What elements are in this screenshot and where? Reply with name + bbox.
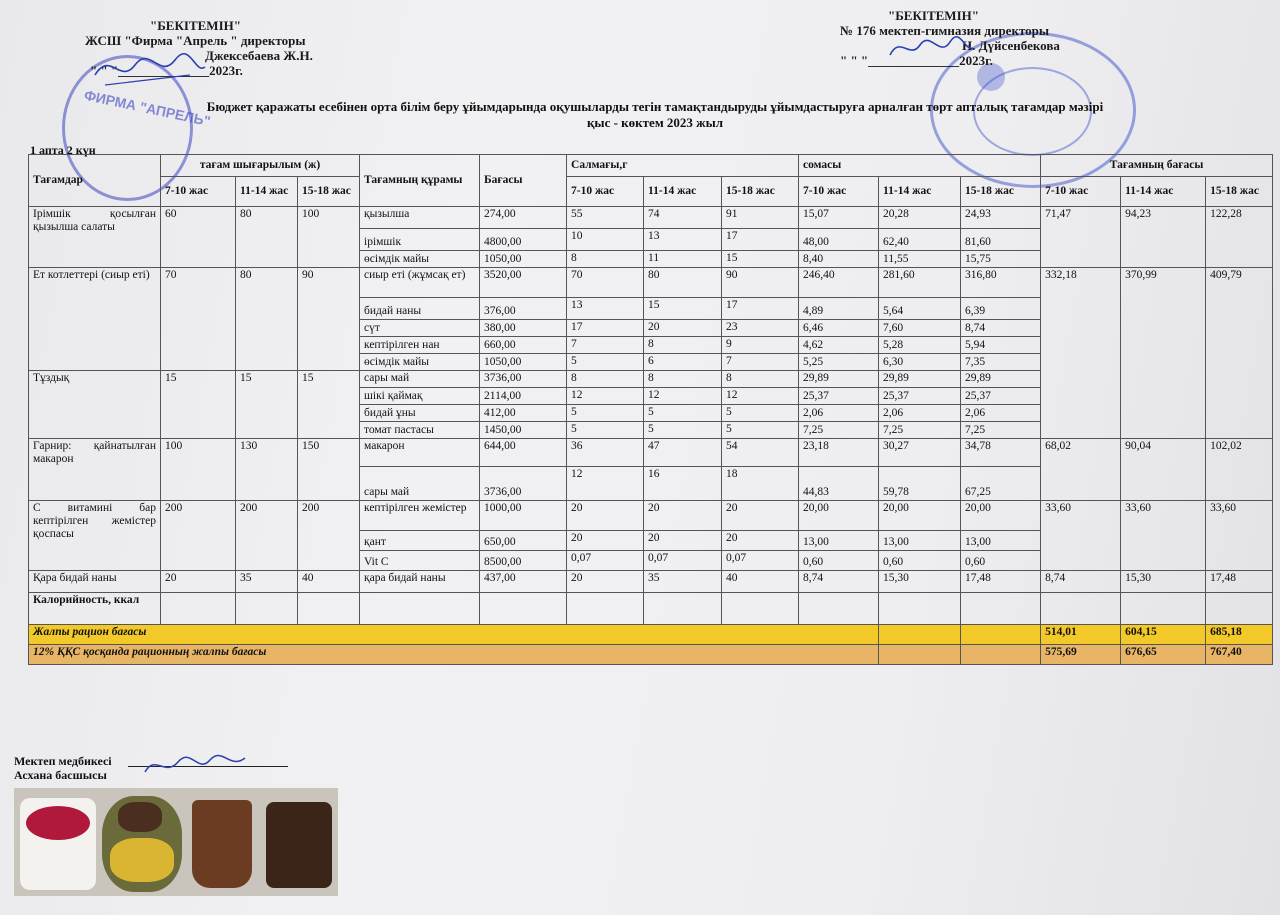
ingredient-weight: 55	[567, 207, 644, 229]
ingredient-weight: 13	[567, 298, 644, 320]
ingredient-name: ірімшік	[360, 229, 480, 251]
ingredient-name: кептірілген нан	[360, 337, 480, 354]
vat-total-7-10: 575,69	[1041, 645, 1121, 665]
ingredient-weight: 5	[567, 354, 644, 371]
dish-name: Гарнир: қайнатылған макарон	[29, 439, 161, 501]
ingredient-sum: 0,60	[799, 551, 879, 571]
ingredient-price: 3520,00	[480, 268, 567, 298]
ingredient-weight: 40	[722, 571, 799, 593]
ingredient-weight: 20	[644, 501, 722, 531]
col-sum: сомасы	[799, 155, 1041, 177]
weight-age-11-14: 11-14 жас	[644, 177, 722, 207]
ingredient-weight: 5	[567, 405, 644, 422]
ingredient-weight: 47	[644, 439, 722, 467]
ingredient-sum: 5,25	[799, 354, 879, 371]
ingredient-weight: 0,07	[567, 551, 644, 571]
ingredient-sum: 24,93	[961, 207, 1041, 229]
approve-label: "БЕКІТЕМІН"	[150, 18, 241, 33]
ingredient-weight: 10	[567, 229, 644, 251]
dish-yield: 200	[236, 501, 298, 571]
ingredient-weight: 12	[567, 388, 644, 405]
dish-total-price: 370,99	[1121, 268, 1206, 439]
dish-yield: 35	[236, 571, 298, 593]
dish-yield: 20	[161, 571, 236, 593]
ingredient-sum: 2,06	[799, 405, 879, 422]
ingredient-sum: 23,18	[799, 439, 879, 467]
dish-yield: 80	[236, 268, 298, 371]
menu-table	[28, 154, 1273, 665]
ingredient-price: 4800,00	[480, 229, 567, 251]
ingredient-sum: 2,06	[961, 405, 1041, 422]
vat-total-row	[29, 645, 1273, 665]
ingredient-weight: 11	[644, 251, 722, 268]
dish-yield: 90	[298, 268, 360, 371]
col-dish-price: Тағамның бағасы	[1041, 155, 1273, 177]
ingredient-sum: 20,28	[879, 207, 961, 229]
ingredient-name: кептірілген жемістер	[360, 501, 480, 531]
signature-left	[90, 45, 210, 95]
ingredient-row	[29, 268, 1273, 298]
ingredient-name: қызылша	[360, 207, 480, 229]
dish-yield: 80	[236, 207, 298, 268]
document-title	[175, 99, 1135, 131]
ingredient-price: 274,00	[480, 207, 567, 229]
ingredient-row	[29, 571, 1273, 593]
ingredient-name: сары май	[360, 467, 480, 501]
ingredient-sum: 281,60	[879, 268, 961, 298]
dish-yield: 200	[161, 501, 236, 571]
approve-label: "БЕКІТЕМІН"	[888, 8, 979, 23]
approval-date: " " "______________2023г.	[90, 63, 243, 78]
ingredient-sum: 7,60	[879, 320, 961, 337]
ration-total-label: Жалпы рацион бағасы	[29, 625, 879, 645]
col-price: Бағасы	[480, 155, 567, 207]
ingredient-weight: 23	[722, 320, 799, 337]
ingredient-weight: 91	[722, 207, 799, 229]
dish-total-price: 17,48	[1206, 571, 1273, 593]
ingredient-name: өсімдік майы	[360, 354, 480, 371]
ration-total-15-18: 685,18	[1206, 625, 1273, 645]
dish-yield: 15	[298, 371, 360, 439]
stamp-text: ФИРМА "АПРЕЛЬ"	[82, 86, 212, 130]
ingredient-weight: 15	[644, 298, 722, 320]
dish-total-price: 33,60	[1121, 501, 1206, 571]
ingredient-sum: 4,89	[799, 298, 879, 320]
vat-total-label: 12% ҚҚС қосқанда рационның жалпы бағасы	[29, 645, 879, 665]
ingredient-price: 376,00	[480, 298, 567, 320]
ingredient-sum: 13,00	[879, 531, 961, 551]
header-row-1	[29, 155, 1273, 177]
ingredient-price: 650,00	[480, 531, 567, 551]
dish-name: Ет котлеттері (сиыр еті)	[29, 268, 161, 371]
weight-age-15-18: 15-18 жас	[722, 177, 799, 207]
ingredient-sum: 15,07	[799, 207, 879, 229]
dish-total-price: 15,30	[1121, 571, 1206, 593]
chef-label: Асхана басшысы	[14, 768, 107, 782]
dish-yield: 15	[236, 371, 298, 439]
col-dishes: Тағамдар	[29, 155, 161, 207]
calories-label: Калорийность, ккал	[29, 593, 161, 625]
ingredient-name: қара бидай наны	[360, 571, 480, 593]
ingredient-sum: 2,06	[879, 405, 961, 422]
ingredient-sum: 5,28	[879, 337, 961, 354]
ingredient-weight: 54	[722, 439, 799, 467]
ingredient-weight: 0,07	[722, 551, 799, 571]
ingredient-name: Vit C	[360, 551, 480, 571]
yield-age-7-10: 7-10 жас	[161, 177, 236, 207]
signature-chef	[140, 752, 250, 782]
header-row-2	[29, 177, 1273, 207]
ingredient-weight: 8	[644, 371, 722, 388]
ingredient-sum: 15,30	[879, 571, 961, 593]
dish-yield: 70	[161, 268, 236, 371]
ingredient-sum: 6,39	[961, 298, 1041, 320]
ingredient-weight: 7	[567, 337, 644, 354]
ingredient-sum: 7,25	[879, 422, 961, 439]
ingredient-sum: 246,40	[799, 268, 879, 298]
ration-total-11-14: 604,15	[1121, 625, 1206, 645]
ingredient-sum: 81,60	[961, 229, 1041, 251]
dish-total-price: 94,23	[1121, 207, 1206, 268]
ingredient-weight: 20	[567, 571, 644, 593]
ingredient-weight: 17	[722, 298, 799, 320]
ration-total-7-10: 514,01	[1041, 625, 1121, 645]
ingredient-sum: 13,00	[799, 531, 879, 551]
compote-glass-icon	[192, 800, 252, 888]
ingredient-weight: 8	[722, 371, 799, 388]
approval-date: " " "______________2023г.	[840, 53, 993, 68]
ingredient-sum: 25,37	[799, 388, 879, 405]
ingredient-sum: 25,37	[961, 388, 1041, 405]
ingredient-weight: 5	[644, 405, 722, 422]
rye-bread-icon	[266, 802, 332, 888]
ingredient-price: 1450,00	[480, 422, 567, 439]
dish-total-price: 102,02	[1206, 439, 1273, 501]
ingredient-weight: 15	[722, 251, 799, 268]
menu-body	[29, 207, 1273, 593]
ingredient-name: өсімдік майы	[360, 251, 480, 268]
approver-name: Н. Дүйсенбекова	[962, 38, 1060, 53]
ingredient-weight: 8	[644, 337, 722, 354]
ingredient-sum: 4,62	[799, 337, 879, 354]
ingredient-weight: 16	[644, 467, 722, 501]
ingredient-weight: 13	[644, 229, 722, 251]
cutlet-icon	[118, 802, 162, 832]
ingredient-sum: 11,55	[879, 251, 961, 268]
ingredient-weight: 20	[722, 501, 799, 531]
dish-name: С витамині бар кептірілген жемістер қоспасы	[29, 501, 161, 571]
dish-name: Ірімшік қосылған қызылша салаты	[29, 207, 161, 268]
ingredient-name: томат пастасы	[360, 422, 480, 439]
nurse-label: Мектеп медбикесі	[14, 754, 112, 768]
ingredient-weight: 6	[644, 354, 722, 371]
col-weight: Салмағы,г	[567, 155, 799, 177]
ingredient-weight: 12	[567, 467, 644, 501]
approver-name: Джексебаева Ж.Н.	[205, 48, 313, 63]
ingredient-price: 1050,00	[480, 354, 567, 371]
ingredient-sum: 6,30	[879, 354, 961, 371]
ingredient-price: 3736,00	[480, 467, 567, 501]
ingredient-weight: 74	[644, 207, 722, 229]
dish-total-price: 33,60	[1206, 501, 1273, 571]
ingredient-weight: 70	[567, 268, 644, 298]
ingredient-weight: 12	[644, 388, 722, 405]
ingredient-sum: 8,40	[799, 251, 879, 268]
ingredient-weight: 35	[644, 571, 722, 593]
ingredient-weight: 5	[722, 405, 799, 422]
ingredient-name: макарон	[360, 439, 480, 467]
ingredient-sum: 8,74	[961, 320, 1041, 337]
title-line-2: қыс - көктем 2023 жыл	[586, 115, 724, 130]
approver-organization: ЖСШ "Фирма "Апрель " директоры	[85, 33, 306, 48]
dish-total-price: 71,47	[1041, 207, 1121, 268]
ingredient-sum: 0,60	[961, 551, 1041, 571]
dish-yield: 130	[236, 439, 298, 501]
ingredient-sum: 20,00	[799, 501, 879, 531]
vat-total-11-14: 676,65	[1121, 645, 1206, 665]
ingredient-sum: 316,80	[961, 268, 1041, 298]
ingredient-sum: 5,94	[961, 337, 1041, 354]
sum-age-7-10: 7-10 жас	[799, 177, 879, 207]
dish-total-price: 33,60	[1041, 501, 1121, 571]
ingredient-sum: 20,00	[879, 501, 961, 531]
ingredient-price: 1000,00	[480, 501, 567, 531]
ingredient-weight: 9	[722, 337, 799, 354]
ingredient-row	[29, 439, 1273, 467]
ingredient-weight: 5	[722, 422, 799, 439]
ingredient-sum: 59,78	[879, 467, 961, 501]
ration-total-row	[29, 625, 1273, 645]
price-age-15-18: 15-18 жас	[1206, 177, 1273, 207]
ingredient-sum: 25,37	[879, 388, 961, 405]
title-line-1: Бюджет қаражаты есебінен орта білім беру ұйымдарында оқушыларды тегін тамақтандыруды ұйымдастыруға арналған төрт апталық тағамдар мәзірі	[206, 99, 1104, 114]
ingredient-weight: 12	[722, 388, 799, 405]
ingredient-sum: 29,89	[961, 371, 1041, 388]
ingredient-sum: 29,89	[799, 371, 879, 388]
food-photo	[14, 788, 338, 896]
ingredient-price: 437,00	[480, 571, 567, 593]
signature-right	[885, 30, 975, 70]
ingredient-name: бидай наны	[360, 298, 480, 320]
ingredient-weight: 5	[567, 422, 644, 439]
dish-yield: 100	[298, 207, 360, 268]
ingredient-weight: 18	[722, 467, 799, 501]
ingredient-sum: 7,35	[961, 354, 1041, 371]
ingredient-weight: 17	[722, 229, 799, 251]
ingredient-weight: 20	[567, 531, 644, 551]
dish-total-price: 409,79	[1206, 268, 1273, 439]
ingredient-row	[29, 501, 1273, 531]
ingredient-sum: 34,78	[961, 439, 1041, 467]
yield-age-11-14: 11-14 жас	[236, 177, 298, 207]
ingredient-weight: 17	[567, 320, 644, 337]
ingredient-weight: 90	[722, 268, 799, 298]
sum-age-15-18: 15-18 жас	[961, 177, 1041, 207]
price-age-11-14: 11-14 жас	[1121, 177, 1206, 207]
ingredient-name: бидай ұны	[360, 405, 480, 422]
ingredient-name: сүт	[360, 320, 480, 337]
ingredient-weight: 36	[567, 439, 644, 467]
dish-yield: 200	[298, 501, 360, 571]
ingredient-sum: 6,46	[799, 320, 879, 337]
ingredient-weight: 20	[722, 531, 799, 551]
ingredient-sum: 13,00	[961, 531, 1041, 551]
dish-yield: 40	[298, 571, 360, 593]
dish-yield: 15	[161, 371, 236, 439]
dish-total-price: 332,18	[1041, 268, 1121, 439]
ingredient-name: сиыр еті (жұмсақ ет)	[360, 268, 480, 298]
ingredient-sum: 0,60	[879, 551, 961, 571]
ingredient-sum: 67,25	[961, 467, 1041, 501]
dish-name: Қара бидай наны	[29, 571, 161, 593]
ingredient-sum: 62,40	[879, 229, 961, 251]
ingredient-weight: 20	[644, 531, 722, 551]
ingredient-price: 2114,00	[480, 388, 567, 405]
yield-age-15-18: 15-18 жас	[298, 177, 360, 207]
dish-yield: 150	[298, 439, 360, 501]
dish-name: Тұздық	[29, 371, 161, 439]
macaroni-icon	[110, 838, 174, 882]
ingredient-weight: 7	[722, 354, 799, 371]
ingredient-sum: 17,48	[961, 571, 1041, 593]
ingredient-price: 380,00	[480, 320, 567, 337]
dish-yield: 100	[161, 439, 236, 501]
ingredient-sum: 15,75	[961, 251, 1041, 268]
ingredient-weight: 0,07	[644, 551, 722, 571]
ingredient-price: 8500,00	[480, 551, 567, 571]
ingredient-price: 3736,00	[480, 371, 567, 388]
ingredient-sum: 7,25	[961, 422, 1041, 439]
ingredient-sum: 7,25	[799, 422, 879, 439]
ingredient-weight: 8	[567, 371, 644, 388]
ingredient-price: 660,00	[480, 337, 567, 354]
dish-total-price: 8,74	[1041, 571, 1121, 593]
price-age-7-10: 7-10 жас	[1041, 177, 1121, 207]
approver-organization: № 176 мектеп-гимназия директоры	[840, 23, 1050, 38]
col-composition: Тағамның құрамы	[360, 155, 480, 207]
ingredient-sum: 29,89	[879, 371, 961, 388]
dish-total-price: 68,02	[1041, 439, 1121, 501]
ingredient-name: шікі қаймақ	[360, 388, 480, 405]
col-yield: тағам шығарылым (ж)	[161, 155, 360, 177]
dish-total-price: 122,28	[1206, 207, 1273, 268]
ingredient-weight: 20	[567, 501, 644, 531]
ingredient-sum: 30,27	[879, 439, 961, 467]
ingredient-weight: 5	[644, 422, 722, 439]
ingredient-sum: 48,00	[799, 229, 879, 251]
ingredient-name: сары май	[360, 371, 480, 388]
ingredient-weight: 20	[644, 320, 722, 337]
dish-yield: 60	[161, 207, 236, 268]
ingredient-name: қант	[360, 531, 480, 551]
vat-total-15-18: 767,40	[1206, 645, 1273, 665]
week-day-label: 1 апта 2 күн	[30, 143, 96, 157]
sum-age-11-14: 11-14 жас	[879, 177, 961, 207]
ingredient-sum: 5,64	[879, 298, 961, 320]
ingredient-sum: 44,83	[799, 467, 879, 501]
ingredient-weight: 8	[567, 251, 644, 268]
beet-salad-icon	[26, 806, 90, 840]
ingredient-weight: 80	[644, 268, 722, 298]
ingredient-price: 412,00	[480, 405, 567, 422]
ingredient-price: 644,00	[480, 439, 567, 467]
dish-total-price: 90,04	[1121, 439, 1206, 501]
ingredient-price: 1050,00	[480, 251, 567, 268]
calories-row	[29, 593, 1273, 625]
ingredient-sum: 8,74	[799, 571, 879, 593]
ingredient-sum: 20,00	[961, 501, 1041, 531]
weight-age-7-10: 7-10 жас	[567, 177, 644, 207]
ingredient-row	[29, 207, 1273, 229]
